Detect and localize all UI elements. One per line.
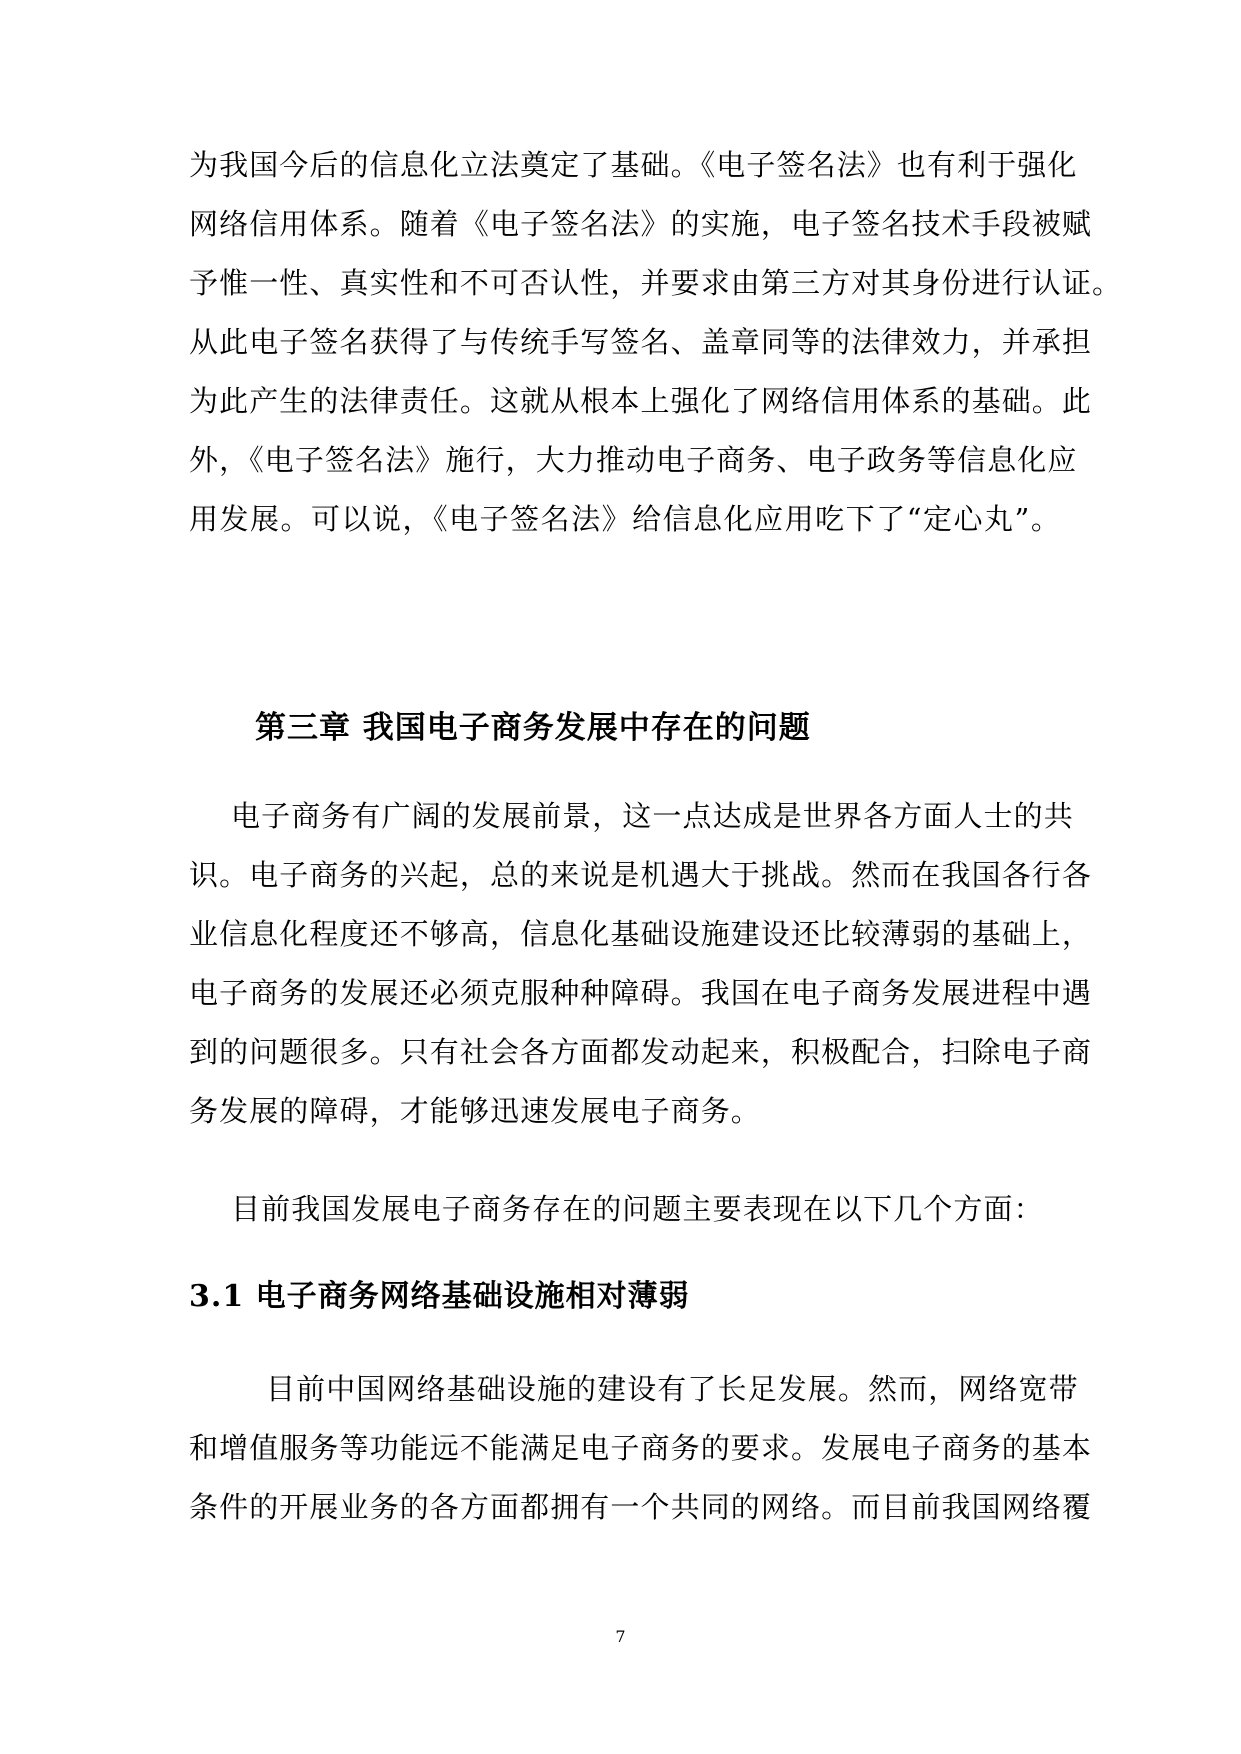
paragraph-2-line-1: 电子商务有广阔的发展前景，这一点达成是世界各方面人士的共 [231, 799, 1074, 833]
paragraph-1-line-2: 网络信用体系。随着《电子签名法》的实施，电子签名技术手段被赋 [189, 207, 1093, 241]
paragraph-4-line-2: 和增值服务等功能远不能满足电子商务的要求。发展电子商务的基本 [189, 1431, 1093, 1465]
paragraph-2-line-3: 业信息化程度还不够高，信息化基础设施建设还比较薄弱的基础上， [189, 917, 1093, 951]
paragraph-2-line-4: 电子商务的发展还必须克服种种障碍。我国在电子商务发展进程中遇 [189, 976, 1093, 1010]
paragraph-2-line-2: 识。电子商务的兴起，总的来说是机遇大于挑战。然而在我国各行各 [189, 858, 1093, 892]
paragraph-4-line-3: 条件的开展业务的各方面都拥有一个共同的网络。而目前我国网络覆 [189, 1490, 1093, 1524]
paragraph-1-line-4: 从此电子签名获得了与传统手写签名、盖章同等的法律效力，并承担 [189, 325, 1093, 359]
paragraph-1-line-1: 为我国今后的信息化立法奠定了基础。《电子签名法》也有利于强化 [189, 148, 1078, 182]
paragraph-1-line-7: 用发展。可以说，《电子签名法》给信息化应用吃下了“定心丸”。 [189, 502, 1061, 536]
paragraph-2-line-6: 务发展的障碍，才能够迅速发展电子商务。 [189, 1094, 761, 1128]
paragraph-3: 目前我国发展电子商务存在的问题主要表现在以下几个方面： [231, 1192, 1044, 1226]
section-title: 3.1 电子商务网络基础设施相对薄弱 [189, 1279, 690, 1314]
paragraph-1-line-3: 予惟一性、真实性和不可否认性，并要求由第三方对其身份进行认证。 [189, 266, 1123, 300]
paragraph-4-line-1: 目前中国网络基础设施的建设有了长足发展。然而，网络宽带 [266, 1372, 1079, 1406]
paragraph-1-line-6: 外，《电子签名法》施行，大力推动电子商务、电子政务等信息化应 [189, 443, 1078, 477]
chapter-title: 第三章 我国电子商务发展中存在的问题 [255, 710, 811, 746]
paragraph-2-line-5: 到的问题很多。只有社会各方面都发动起来，积极配合，扫除电子商 [189, 1035, 1093, 1069]
paragraph-1-line-5: 为此产生的法律责任。这就从根本上强化了网络信用体系的基础。此 [189, 384, 1093, 418]
page-number: 7 [615, 1627, 626, 1646]
